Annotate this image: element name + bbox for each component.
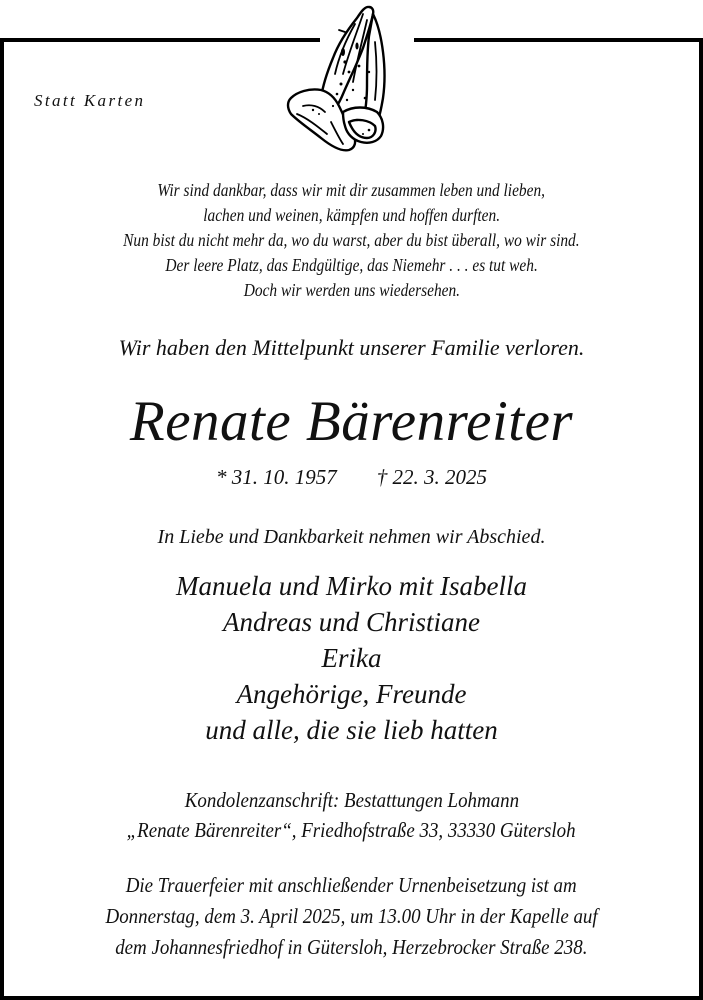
frame-border-top-right	[414, 38, 703, 42]
mourner-line: Erika	[321, 643, 382, 673]
praying-hands-icon	[283, 2, 403, 154]
poem-line: Nun bist du nicht mehr da, wo du warst, aber du bist überall, wo wir sind.	[123, 230, 580, 250]
ceremony-line: dem Johannesfriedhof in Gütersloh, Herzebrocker Straße 238.	[115, 935, 588, 959]
lead-sentence: Wir haben den Mittelpunkt unserer Familie verloren.	[118, 335, 585, 360]
condolence-line: „Renate Bärenreiter“, Friedhofstraße 33, 33330 Gütersloh	[127, 818, 576, 842]
poem-line: Der leere Platz, das Endgültige, das Niemehr . . . es tut weh.	[165, 255, 538, 275]
birth-date: * 31. 10. 1957	[216, 465, 337, 489]
frame-border-bottom	[0, 996, 703, 1000]
condolence-address	[0, 785, 703, 845]
ceremony-info	[0, 870, 703, 963]
condolence-line: Kondolenzanschrift: Bestattungen Lohmann	[184, 788, 519, 812]
farewell-sentence: In Liebe und Dankbarkeit nehmen wir Abschied.	[157, 526, 546, 548]
deceased-name: Renate Bärenreiter	[129, 390, 574, 453]
poem-block	[0, 178, 703, 303]
mourner-line: Manuela und Mirko mit Isabella	[176, 571, 527, 601]
mourner-line: Angehörige, Freunde	[236, 679, 467, 709]
mourners-list	[0, 568, 703, 748]
poem-line: Wir sind dankbar, dass wir mit dir zusammen leben und lieben,	[157, 180, 546, 200]
poem-line: Doch wir werden uns wiedersehen.	[243, 280, 460, 300]
frame-border-top-left	[0, 38, 320, 42]
life-dates	[0, 463, 703, 491]
ceremony-line: Die Trauerfeier mit anschließender Urnenbeisetzung ist am	[126, 873, 577, 897]
statt-karten-label: Statt Karten	[34, 91, 146, 110]
mourner-line: Andreas und Christiane	[222, 607, 480, 637]
ceremony-line: Donnerstag, dem 3. April 2025, um 13.00 Uhr in der Kapelle auf	[105, 904, 598, 928]
mourner-line: und alle, die sie lieb hatten	[205, 715, 498, 745]
death-date: † 22. 3. 2025	[376, 465, 487, 489]
poem-line: lachen und weinen, kämpfen und hoffen durften.	[203, 205, 500, 225]
